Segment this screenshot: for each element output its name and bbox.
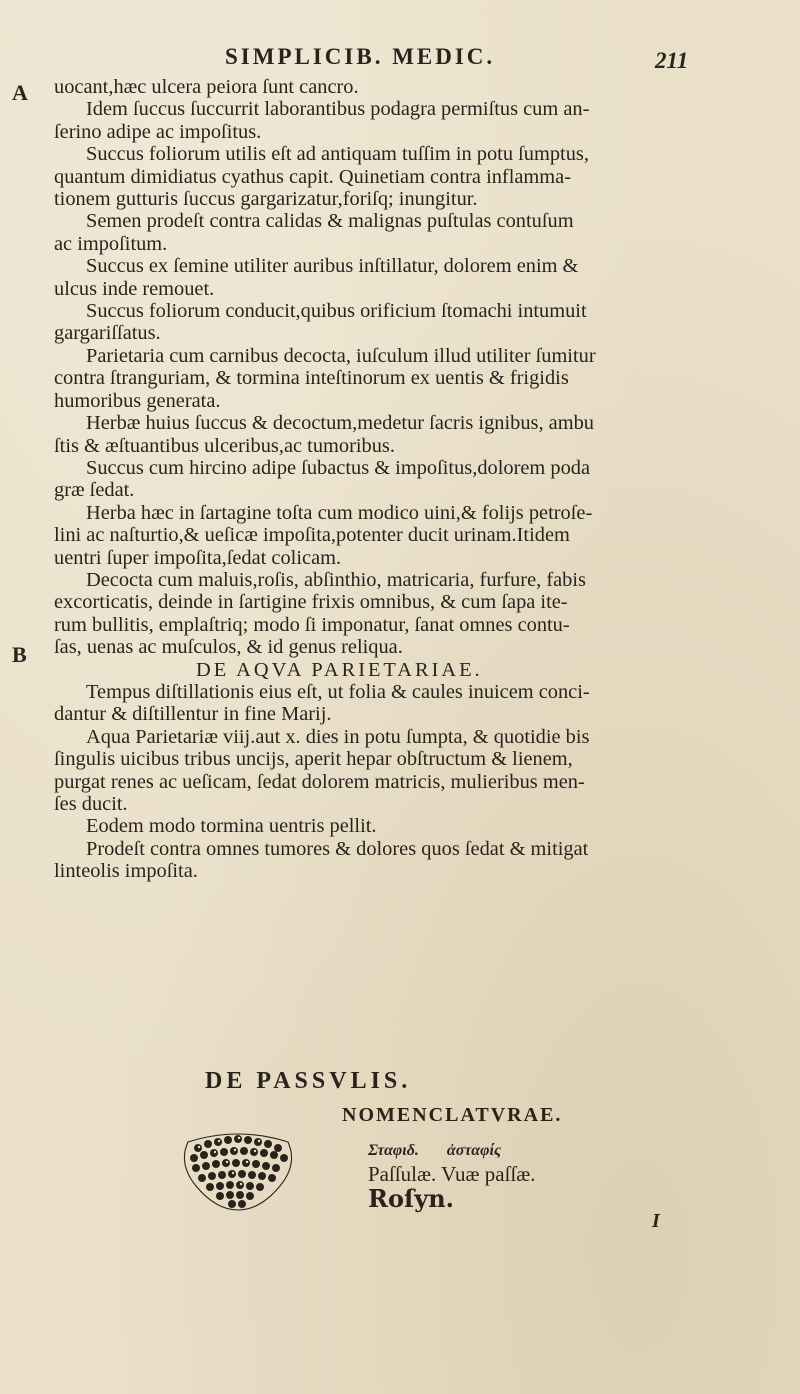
text-line: Decocta cum maluis,roſis, abſinthio, matricaria, furfure, fabis	[86, 568, 586, 591]
text-line: dantur & diſtillentur in fine Marij.	[54, 703, 332, 726]
text-line: Succus foliorum utilis eſt ad antiquam tuſſim in potu ſumptus,	[86, 143, 589, 166]
text-line: excorticatis, deinde in ſartigine frixis omnibus, & cum ſapa ite-	[54, 591, 568, 614]
text-line: ſingulis uicibus tribus uncijs, aperit hepar obſtructum & lienem,	[54, 748, 573, 771]
greek-name: Σταφιδ. ἀσταφίς	[368, 1142, 502, 1159]
text-line: purgat renes ac ueſicam, ſedat dolorem matricis, mulieribus men-	[54, 770, 585, 793]
body-text	[54, 76, 710, 883]
text-line: ulcus inde remouet.	[54, 277, 215, 300]
running-head: SIMPLICIB. MEDIC.	[225, 44, 496, 69]
section-title: DE PASSVLIS.	[205, 1068, 412, 1094]
text-line: Idem ſuccus ſuccurrit laborantibus podagra permiſtus cum an-	[86, 98, 590, 121]
text-line: Tempus diſtillationis eius eſt, ut folia & caules inuicem conci-	[86, 680, 590, 703]
text-line: gargariſſatus.	[54, 322, 161, 345]
text-line: Prodeſt contra omnes tumores & dolores quos ſedat & mitigat	[86, 837, 589, 860]
text-line: linteolis impoſita.	[54, 860, 198, 883]
text-line: Eodem modo tormina uentris pellit.	[86, 815, 377, 838]
text-line: Succus foliorum conducit,quibus orificium ſtomachi intumuit	[86, 300, 587, 323]
text-line: Succus cum hircino adipe ſubactus & impoſitus,dolorem poda	[86, 456, 591, 479]
latin-name: Paſſulæ. Vuæ paſſæ.	[368, 1162, 536, 1186]
catchword: I	[652, 1210, 660, 1232]
text-line: Semen prodeſt contra calidas & malignas puſtulas contuſum	[86, 210, 574, 233]
text-line: quantum dimidiatus cyathus capit. Quinetiam contra inflamma-	[54, 165, 571, 188]
text-line: Succus ex ſemine utiliter auribus inſtillatur, dolorem enim &	[86, 255, 579, 278]
text-line: humoribus generata.	[54, 389, 221, 412]
text-line: lini ac naſturtio,& ueſicæ impoſita,potenter ducit urinam.Itidem	[54, 524, 570, 547]
text-line: uocant,hæc ulcera peiora ſunt cancro.	[54, 76, 359, 98]
text-line: Parietaria cum carnibus decocta, iuſculum illud utiliter ſumitur	[86, 344, 596, 367]
margin-marker-a: A	[12, 80, 28, 105]
text-line: græ ſedat.	[54, 479, 135, 502]
german-name: Roſyn.	[368, 1184, 455, 1213]
text-line: ſerino adipe ac impoſitus.	[54, 120, 262, 143]
grape-cluster-woodcut-icon	[168, 1124, 308, 1212]
text-line: uentri ſuper impoſita,ſedat colicam.	[54, 546, 342, 569]
nomenclature-heading: NOMENCLATVRAE.	[342, 1104, 563, 1126]
text-line: ſtis & æſtuantibus ulceribus,ac tumoribus.	[54, 434, 395, 457]
text-line: tionem gutturis ſuccus gargarizatur,foriſq; inungitur.	[54, 188, 478, 211]
text-line: contra ſtranguriam, & tormina inteſtinorum ex uentis & frigidis	[54, 367, 569, 390]
subheading: DE AQVA PARIETARIAE.	[196, 658, 483, 681]
text-line: Herbæ huius ſuccus & decoctum,medetur ſacris ignibus, ambu	[86, 412, 594, 435]
text-line: Aqua Parietariæ viij.aut x. dies in potu ſumpta, & quotidie bis	[86, 725, 590, 748]
text-line: ſas, uenas ac muſculos, & id genus reliqua.	[54, 636, 403, 659]
text-line: ac impoſitum.	[54, 232, 168, 255]
page-number: 211	[655, 48, 689, 73]
text-line: Herba hæc in ſartagine toſta cum modico uini,& folijs petroſe-	[86, 501, 593, 524]
text-line: ſes ducit.	[54, 793, 128, 815]
text-line: rum bullitis, emplaſtriq; modo ſi imponatur, ſanat omnes contu-	[54, 613, 570, 636]
margin-marker-b: B	[12, 642, 27, 667]
